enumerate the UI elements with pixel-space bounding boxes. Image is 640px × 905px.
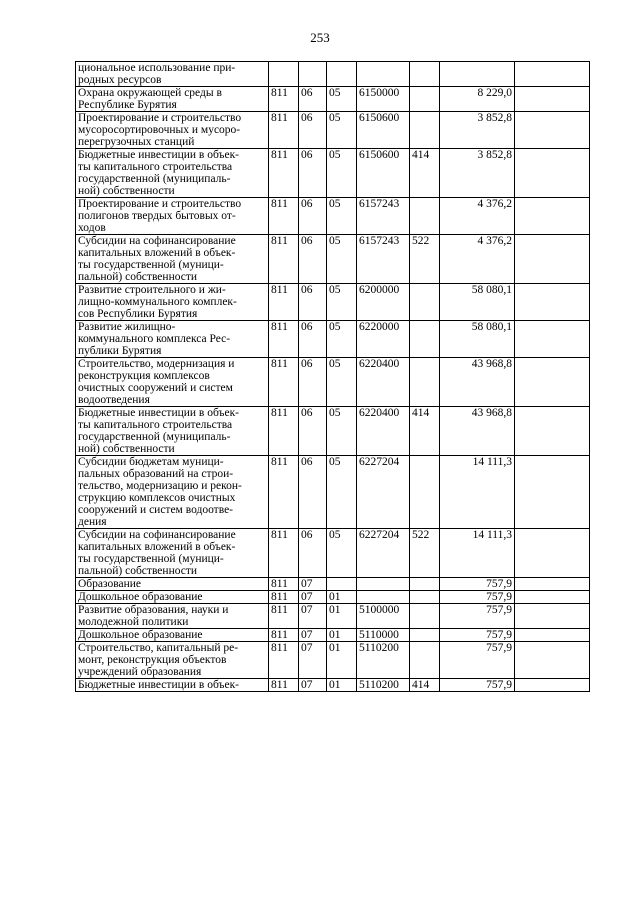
- empty-column-cell: [515, 62, 590, 87]
- ved-code-cell: [269, 62, 299, 87]
- empty-column-cell: [515, 112, 590, 149]
- subsection-code-cell: 05: [327, 407, 357, 456]
- target-article-cell: 6157243: [357, 198, 410, 235]
- subsection-code-cell: 01: [327, 679, 357, 692]
- expense-type-cell: 414: [410, 149, 440, 198]
- ved-code-cell: 811: [269, 679, 299, 692]
- amount-cell: 4 376,2: [440, 198, 515, 235]
- subsection-code-cell: 05: [327, 112, 357, 149]
- subsection-code-cell: 05: [327, 284, 357, 321]
- empty-column-cell: [515, 87, 590, 112]
- target-article-cell: 6220000: [357, 321, 410, 358]
- subsection-code-cell: 05: [327, 198, 357, 235]
- ved-code-cell: 811: [269, 529, 299, 578]
- page-number: 253: [310, 30, 330, 45]
- row-name-cell: Развитие жилищно- коммунального комплекса Рес- публики Бурятия: [76, 321, 269, 358]
- ved-code-cell: 811: [269, 456, 299, 529]
- empty-column-cell: [515, 578, 590, 591]
- amount-cell: 14 111,3: [440, 529, 515, 578]
- amount-cell: [440, 62, 515, 87]
- amount-cell: 757,9: [440, 629, 515, 642]
- amount-cell: 58 080,1: [440, 321, 515, 358]
- subsection-code-cell: 05: [327, 529, 357, 578]
- table-row: [76, 591, 590, 604]
- target-article-cell: 5110200: [357, 642, 410, 679]
- subsection-code-cell: [327, 578, 357, 591]
- amount-cell: 8 229,0: [440, 87, 515, 112]
- subsection-code-cell: 05: [327, 235, 357, 284]
- row-name-cell: Субсидии на софинансирование капитальных вложений в объек- ты государственной (муници- пальной) собственности: [76, 235, 269, 284]
- table-row: [76, 529, 590, 578]
- subsection-code-cell: 05: [327, 149, 357, 198]
- expense-type-cell: [410, 198, 440, 235]
- empty-column-cell: [515, 198, 590, 235]
- amount-cell: 43 968,8: [440, 407, 515, 456]
- subsection-code-cell: [327, 62, 357, 87]
- empty-column-cell: [515, 679, 590, 692]
- empty-column-cell: [515, 642, 590, 679]
- subsection-code-cell: 01: [327, 642, 357, 679]
- target-article-cell: 6157243: [357, 235, 410, 284]
- expense-type-cell: 522: [410, 529, 440, 578]
- empty-column-cell: [515, 235, 590, 284]
- target-article-cell: 6227204: [357, 529, 410, 578]
- expense-type-cell: [410, 642, 440, 679]
- ved-code-cell: 811: [269, 284, 299, 321]
- expense-type-cell: [410, 87, 440, 112]
- subsection-code-cell: 01: [327, 591, 357, 604]
- ved-code-cell: 811: [269, 629, 299, 642]
- row-name-cell: Субсидии на софинансирование капитальных вложений в объек- ты государственной (муници- пальной) собственности: [76, 529, 269, 578]
- target-article-cell: 6220400: [357, 358, 410, 407]
- ved-code-cell: 811: [269, 198, 299, 235]
- row-name-cell: Проектирование и строительство полигонов твердых бытовых от- ходов: [76, 198, 269, 235]
- target-article-cell: [357, 62, 410, 87]
- section-code-cell: [299, 62, 327, 87]
- row-name-cell: Бюджетные инвестиции в объек- ты капитального строительства государственной (муниципаль- ной) собственности: [76, 407, 269, 456]
- row-name-cell: Бюджетные инвестиции в объек- ты капитального строительства государственной (муниципаль- ной) собственности: [76, 149, 269, 198]
- ved-code-cell: 811: [269, 149, 299, 198]
- budget-table: [75, 61, 590, 692]
- section-code-cell: 06: [299, 235, 327, 284]
- ved-code-cell: 811: [269, 321, 299, 358]
- amount-cell: 4 376,2: [440, 235, 515, 284]
- amount-cell: 757,9: [440, 578, 515, 591]
- target-article-cell: 6220400: [357, 407, 410, 456]
- ved-code-cell: 811: [269, 642, 299, 679]
- amount-cell: 3 852,8: [440, 149, 515, 198]
- table-row: [76, 642, 590, 679]
- section-code-cell: 06: [299, 87, 327, 112]
- expense-type-cell: [410, 284, 440, 321]
- table-row: [76, 358, 590, 407]
- expense-type-cell: [410, 629, 440, 642]
- target-article-cell: 6227204: [357, 456, 410, 529]
- budget-table-body: [76, 62, 590, 692]
- amount-cell: 757,9: [440, 642, 515, 679]
- section-code-cell: 07: [299, 629, 327, 642]
- table-row: [76, 604, 590, 629]
- amount-cell: 58 080,1: [440, 284, 515, 321]
- empty-column-cell: [515, 407, 590, 456]
- section-code-cell: 07: [299, 591, 327, 604]
- expense-type-cell: [410, 321, 440, 358]
- table-row: [76, 112, 590, 149]
- ved-code-cell: 811: [269, 235, 299, 284]
- amount-cell: 757,9: [440, 591, 515, 604]
- subsection-code-cell: 01: [327, 604, 357, 629]
- expense-type-cell: [410, 112, 440, 149]
- target-article-cell: [357, 578, 410, 591]
- subsection-code-cell: 05: [327, 358, 357, 407]
- expense-type-cell: 414: [410, 407, 440, 456]
- table-row: [76, 235, 590, 284]
- row-name-cell: Образование: [76, 578, 269, 591]
- section-code-cell: 06: [299, 456, 327, 529]
- section-code-cell: 07: [299, 578, 327, 591]
- table-row: [76, 284, 590, 321]
- row-name-cell: Субсидии бюджетам муници- пальных образований на строи- тельство, модернизацию и рекон- струкцию комплексов очистных сооружений и систем водоотве- дения: [76, 456, 269, 529]
- target-article-cell: 6150600: [357, 112, 410, 149]
- ved-code-cell: 811: [269, 112, 299, 149]
- row-name-cell: циональное использование при- родных ресурсов: [76, 62, 269, 87]
- target-article-cell: 5110200: [357, 679, 410, 692]
- ved-code-cell: 811: [269, 358, 299, 407]
- expense-type-cell: [410, 604, 440, 629]
- ved-code-cell: 811: [269, 578, 299, 591]
- expense-type-cell: 414: [410, 679, 440, 692]
- target-article-cell: 5100000: [357, 604, 410, 629]
- subsection-code-cell: 05: [327, 87, 357, 112]
- target-article-cell: 6150000: [357, 87, 410, 112]
- row-name-cell: Дошкольное образование: [76, 591, 269, 604]
- section-code-cell: 07: [299, 604, 327, 629]
- table-row: [76, 321, 590, 358]
- ved-code-cell: 811: [269, 407, 299, 456]
- row-name-cell: Строительство, модернизация и реконструкция комплексов очистных сооружений и систем водоотведения: [76, 358, 269, 407]
- section-code-cell: 06: [299, 284, 327, 321]
- amount-cell: 14 111,3: [440, 456, 515, 529]
- table-row: [76, 198, 590, 235]
- section-code-cell: 06: [299, 149, 327, 198]
- section-code-cell: 07: [299, 679, 327, 692]
- row-name-cell: Развитие образования, науки и молодежной политики: [76, 604, 269, 629]
- empty-column-cell: [515, 604, 590, 629]
- table-row: [76, 456, 590, 529]
- empty-column-cell: [515, 149, 590, 198]
- empty-column-cell: [515, 456, 590, 529]
- target-article-cell: 6200000: [357, 284, 410, 321]
- section-code-cell: 06: [299, 198, 327, 235]
- amount-cell: 3 852,8: [440, 112, 515, 149]
- section-code-cell: 06: [299, 407, 327, 456]
- expense-type-cell: [410, 358, 440, 407]
- table-row: [76, 679, 590, 692]
- table-row: [76, 87, 590, 112]
- section-code-cell: 06: [299, 529, 327, 578]
- amount-cell: 757,9: [440, 679, 515, 692]
- row-name-cell: Бюджетные инвестиции в объек-: [76, 679, 269, 692]
- ved-code-cell: 811: [269, 604, 299, 629]
- target-article-cell: 5110000: [357, 629, 410, 642]
- section-code-cell: 06: [299, 112, 327, 149]
- amount-cell: 43 968,8: [440, 358, 515, 407]
- row-name-cell: Дошкольное образование: [76, 629, 269, 642]
- empty-column-cell: [515, 284, 590, 321]
- ved-code-cell: 811: [269, 87, 299, 112]
- section-code-cell: 06: [299, 321, 327, 358]
- section-code-cell: 07: [299, 642, 327, 679]
- empty-column-cell: [515, 358, 590, 407]
- expense-type-cell: [410, 62, 440, 87]
- empty-column-cell: [515, 321, 590, 358]
- target-article-cell: [357, 591, 410, 604]
- table-row: [76, 149, 590, 198]
- section-code-cell: 06: [299, 358, 327, 407]
- subsection-code-cell: 05: [327, 456, 357, 529]
- row-name-cell: Строительство, капитальный ре- монт, реконструкция объектов учреждений образования: [76, 642, 269, 679]
- amount-cell: 757,9: [440, 604, 515, 629]
- expense-type-cell: [410, 591, 440, 604]
- row-name-cell: Развитие строительного и жи- лищно-коммунального комплек- сов Республики Бурятия: [76, 284, 269, 321]
- target-article-cell: 6150600: [357, 149, 410, 198]
- empty-column-cell: [515, 529, 590, 578]
- subsection-code-cell: 01: [327, 629, 357, 642]
- empty-column-cell: [515, 591, 590, 604]
- expense-type-cell: [410, 578, 440, 591]
- table-row: [76, 407, 590, 456]
- subsection-code-cell: 05: [327, 321, 357, 358]
- ved-code-cell: 811: [269, 591, 299, 604]
- table-row: [76, 629, 590, 642]
- expense-type-cell: [410, 456, 440, 529]
- expense-type-cell: 522: [410, 235, 440, 284]
- row-name-cell: Охрана окружающей среды в Республике Бурятия: [76, 87, 269, 112]
- table-row: [76, 62, 590, 87]
- empty-column-cell: [515, 629, 590, 642]
- table-row: [76, 578, 590, 591]
- row-name-cell: Проектирование и строительство мусоросортировочных и мусоро- перегрузочных станций: [76, 112, 269, 149]
